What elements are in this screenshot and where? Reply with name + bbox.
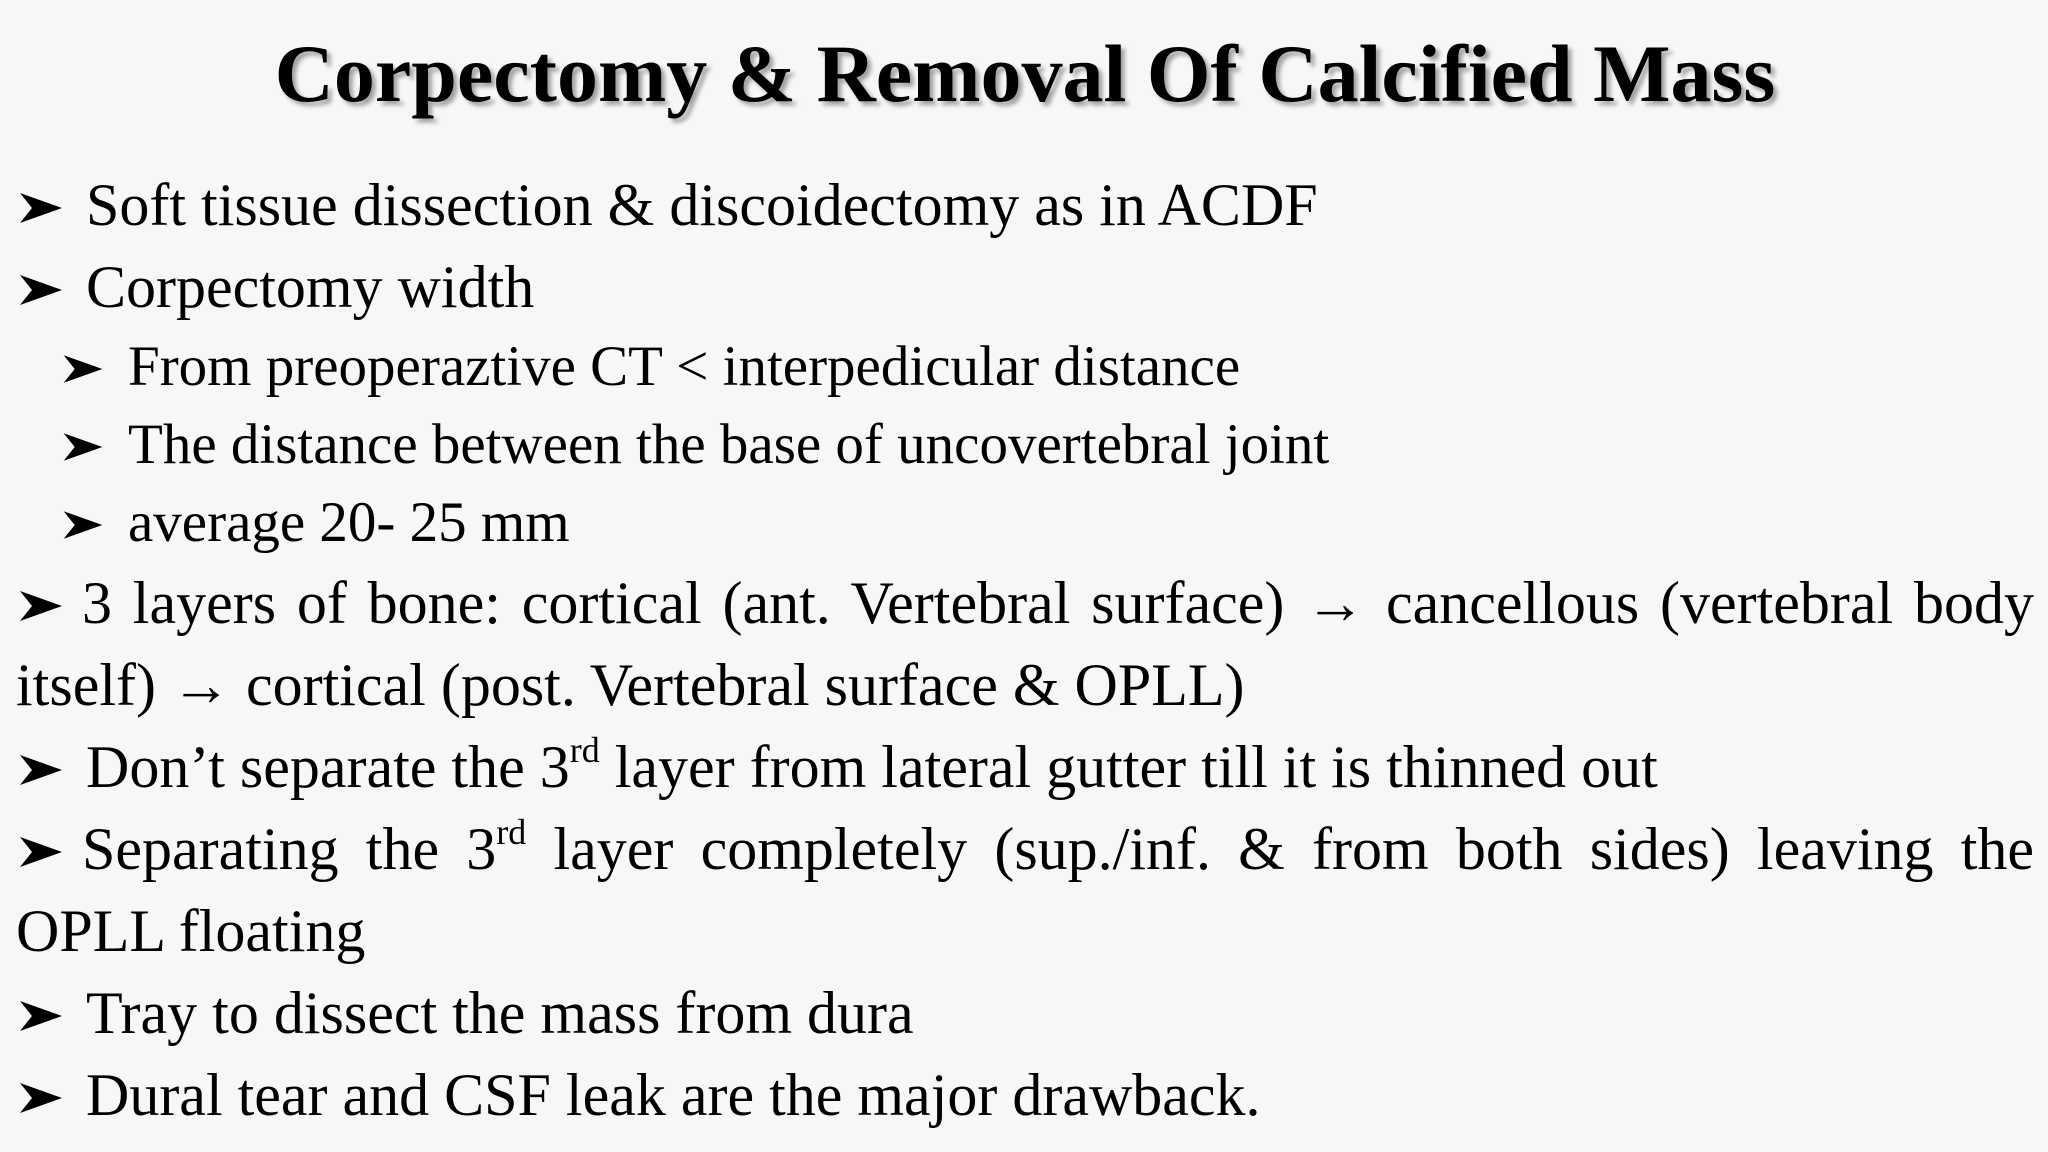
bullet-item <box>16 972 2034 1054</box>
bullet-text: From preoperaztive CT < interpedicular distance <box>128 335 1241 398</box>
bullet-item <box>16 246 2034 328</box>
bullet-text: Soft tissue dissection & discoidectomy as in ACDF <box>86 172 1318 238</box>
bullet-text-post: layer from lateral gutter till it is thinned out <box>599 734 1658 800</box>
sub-bullet-item <box>16 484 2034 562</box>
bullet-text: Tray to dissect the mass from dura <box>86 980 914 1046</box>
arrowhead-bullet-icon <box>16 726 76 808</box>
bullet-text: average 20- 25 mm <box>128 491 570 554</box>
bullet-list <box>16 164 2034 1136</box>
arrowhead-bullet-icon <box>16 972 76 1054</box>
sub-bullet-item <box>16 328 2034 406</box>
bullet-text-pre: Separating the 3 <box>82 816 497 882</box>
bullet-item <box>16 562 2034 726</box>
arrowhead-bullet-icon <box>60 484 120 562</box>
slide-title: Corpectomy & Removal Of Calcified Mass <box>274 28 1776 119</box>
arrowhead-bullet-icon <box>16 562 82 644</box>
arrowhead-bullet-icon <box>16 246 76 328</box>
arrowhead-bullet-icon <box>60 406 120 484</box>
bullet-text: 3 layers of bone: cortical (ant. Vertebral surface) → cancellous (vertebral body itself) → cortical (post. Vertebral surface & OPLL) <box>16 570 2034 718</box>
arrowhead-bullet-icon <box>16 1054 76 1136</box>
ordinal-suffix: rd <box>569 730 600 770</box>
bullet-text: Corpectomy width <box>86 254 535 320</box>
sub-bullet-item <box>16 406 2034 484</box>
bullet-text: The distance between the base of uncovertebral joint <box>128 413 1330 476</box>
bullet-text-post: layer completely (sup./inf. & from both sides) leaving the OPLL floating <box>16 816 2034 964</box>
bullet-item <box>16 164 2034 246</box>
bullet-item <box>16 1054 2034 1136</box>
bullet-item <box>16 726 2034 808</box>
bullet-text: Dural tear and CSF leak are the major drawback. <box>86 1062 1261 1128</box>
bullet-item <box>16 808 2034 972</box>
ordinal-suffix: rd <box>496 812 527 852</box>
arrowhead-bullet-icon <box>16 164 76 246</box>
arrowhead-bullet-icon <box>60 328 120 406</box>
arrowhead-bullet-icon <box>16 808 82 890</box>
bullet-text-pre: Don’t separate the 3 <box>86 734 570 800</box>
